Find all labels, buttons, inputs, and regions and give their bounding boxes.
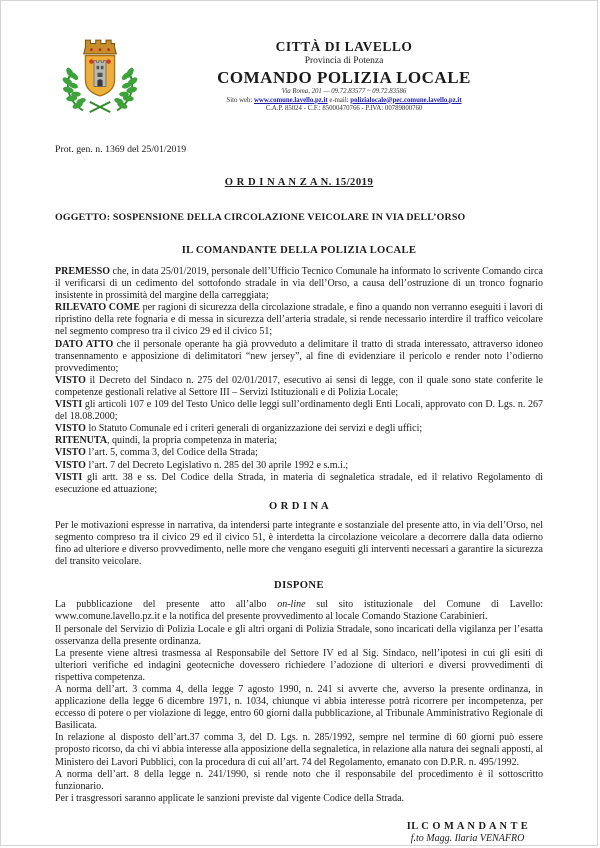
paragraph [55, 472, 543, 496]
paragraph-text: PREMESSO [55, 266, 113, 277]
paragraph-text: La presente viene altresì trasmessa al Responsabile del Settore IV ed al Sig. Sindaco, nell’ipotesi in cui gli esiti di ulteriori verifiche ed indagini geotecniche dovessero richiedere l’adozione di ulteriori e diversi provvedimenti di rispettiva competenza. [55, 647, 543, 683]
paragraph-text: In relazione al disposto dell’art.37 comma 3, del D. Lgs. n. 285/1992, sempre nel termine di 60 giorni può essere proposto ricorso, da chi vi abbia interesse alla apposizione della segnaletica, in relazione alla natura dei segnali apposti, al Ministero dei Lavori Pubblici, con la procedura di cui all’art. 74 del Regolamento, emanato con D.P.R. n. 495/1992. [55, 732, 543, 768]
paragraph-text: VISTO [55, 447, 89, 459]
email-link[interactable]: polizialocale@pec.comune.lavello.pz.it [350, 96, 462, 104]
paragraph-text: VISTO [55, 423, 89, 435]
section-heading [55, 580, 543, 592]
paragraph-text: on-line [277, 599, 306, 611]
letterhead-text [145, 35, 543, 114]
signature-block [360, 821, 575, 844]
tower [94, 61, 106, 87]
authority-heading: IL COMANDANTE DELLA POLIZIA LOCALE [181, 245, 417, 256]
paragraph [55, 423, 543, 435]
paragraph-text: A norma dell’art. 3 comma 4, della legge 7 agosto 1990, n. 241 si avverte che, avverso la presente ordinanza, in applicazione della legge 6 dicembre 1971, n. 1034, chiunque vi abbia interesse potrà ricorrere per incompetenza, per eccesso di potere o per violazione di legge, entro 60 giorni dalla pubblicazione, al Tribunale Amministrativo Regionale di Basilicata. [55, 684, 543, 732]
subject-line: OGGETTO: SOSPENSIONE DELLA CIRCOLAZIONE VEICOLARE IN VIA DELL’ORSO [55, 212, 466, 223]
paragraph [55, 624, 543, 648]
signature-title: IL C O M A N D A N T E [406, 820, 529, 832]
paragraph [55, 375, 543, 399]
paragraph-text: VISTI [55, 471, 87, 483]
paragraph-text: il Decreto del Sindaco n. 275 del 02/01/2017, esecutivo ai sensi di legge, con il quale sono state conferite le competenze gestionali relative al Settore III – Servizi Istituzionali e di Polizia Locale; [55, 374, 543, 398]
paragraph-text: VISTO [55, 374, 90, 386]
paragraph [55, 302, 543, 338]
shield [85, 56, 114, 96]
paragraph-text: Per le motivazioni espresse in narrativa, da intendersi parte integrante e sostanziale del presente atto, in via dell’Orso, nel segmento compreso tra il civico 29 ed il civico 51, è interdetta la circolazione veicolare a decorrere dalla data odierno fino ad ulteriore e diverso provvedimento, nelle more che vengano eseguiti gli interventi necessari a garantire la sicurezza del transito veicolare. [55, 519, 543, 568]
fiscal-line: C.A.P. 85024 - C.F.: 85000470766 - P.IVA: 00789800760 [265, 105, 423, 112]
paragraph [55, 435, 543, 447]
coat-of-arms [57, 35, 145, 124]
paragraph [55, 399, 543, 423]
paragraph-text: VISTI [55, 399, 85, 411]
city-title: CITTÀ DI LAVELLO [275, 39, 413, 54]
paragraph-text: che, in data 25/01/2019, personale dell’Ufficio Tecnico Comunale ha informato lo scrivente Comando circa il verificarsi di un cedimento del sottofondo stradale in via dell’Orso, a causa dell’ostruzione di un tronco fognario insistente in prossimità del margine della carreggiata; [55, 266, 543, 302]
paragraph [55, 339, 543, 375]
document-body [55, 266, 543, 805]
paragraph-text: per ragioni di sicurezza della circolazione stradale, e fino a quando non verranno eseguiti i lavori di ripristino della rete fognaria e di messa in sicurezza dell’arteria stradale, si rende necessario interdire il traffico veicolare nel segmento compreso tra il civico 29 ed il civico 51; [55, 302, 543, 338]
paragraph-text: Il personale del Servizio di Polizia Locale e gli altri organi di Polizia Stradale, sono incaricati della vigilanza per l’esatta osservanza della presente ordinanza. [55, 623, 543, 647]
address-line: Via Roma, 201 — 09.72.83577 ~ 09.72.83586 [281, 88, 407, 95]
web-label: Sito web: [226, 96, 253, 104]
paragraph-text: La pubblicazione del presente atto all’albo [55, 599, 278, 611]
paragraph [55, 684, 543, 732]
paragraph-text: O R D I N A [268, 500, 330, 512]
paragraph-text: gli articoli 107 e 109 del Testo Unico delle leggi sull’ordinamento degli Enti Locali, approvato con D. Lgs. n. 267 del 18.08.2000; [55, 399, 543, 423]
paragraph-text: l’art. 5, comma 3, del Codice della Strada; [88, 447, 258, 459]
paragraph [55, 732, 543, 768]
paragraph-text: che il personale operante ha già provveduto a delimitare il tratto di strada interessato, attraverso idoneo transennamento e apposizione di delimitatori “new jersey”, al fine di evidenziare il pericolo e render noto l’odierno provvedimento; [55, 338, 543, 374]
letterhead [55, 35, 543, 124]
paragraph-text: , quindi, la propria competenza in materia; [107, 435, 277, 447]
signature-name: f.to Magg. Ilaria VENAFRO [410, 832, 525, 844]
paragraph [55, 793, 543, 805]
paragraph-text: sul sito istituzionale del Comune di Lavello: www.comune.lavello.pz.it e la notifica del presente provvedimento al locale Comando Stazione Carabinieri. [55, 599, 543, 623]
paragraph [55, 599, 543, 623]
paragraph [55, 520, 543, 568]
email-label: e-mail: [329, 96, 349, 104]
paragraph-text: l’art. 7 del Decreto Legislativo n. 285 del 30 aprile 1992 e s.m.i.; [88, 459, 349, 471]
paragraph-text: VISTO [55, 459, 89, 471]
paragraph [55, 648, 543, 684]
ordinance-title-text: O R D I N A N Z A N. 15/2019 [224, 177, 374, 188]
department-title: COMANDO POLIZIA LOCALE [217, 68, 471, 87]
mural-crown [84, 40, 117, 54]
paragraph [55, 460, 543, 472]
paragraph [55, 266, 543, 302]
paragraph-text: Per i trasgressori saranno applicate le sanzioni previste dal vigente Codice della Strada. [55, 792, 405, 804]
paragraph-text: RITENUTA [55, 435, 108, 447]
lavello-coat-of-arms-graphic [57, 35, 143, 119]
paragraph-text: RILEVATO COME [55, 302, 143, 314]
protocol-number: Prot. gen. n. 1369 del 25/01/2019 [55, 144, 187, 155]
website-link[interactable]: www.comune.lavello.pz.it [254, 96, 328, 104]
paragraph-text: lo Statuto Comunale ed i criteri generali di organizzazione dei servizi e degli uffici; [88, 423, 423, 435]
paragraph [55, 769, 543, 793]
paragraph-text: gli artt. 38 e ss. Del Codice della Strada, in materia di segnaletica stradale, ed il relativo Regolamento di esecuzione ed attuazione; [55, 471, 543, 495]
ordinance-title [55, 177, 543, 188]
province-subtitle: Provincia di Potenza [304, 56, 384, 66]
section-heading [55, 501, 543, 513]
contacts-line [145, 97, 543, 106]
paragraph-text: A norma dell’art. 8 della legge n. 241/1990, si rende noto che il responsabile del procedimento è il sottoscritto funzionario. [55, 768, 543, 792]
paragraph-text: DATO ATTO [55, 338, 117, 350]
paragraph [55, 447, 543, 459]
paragraph-text: DISPONE [274, 580, 324, 592]
